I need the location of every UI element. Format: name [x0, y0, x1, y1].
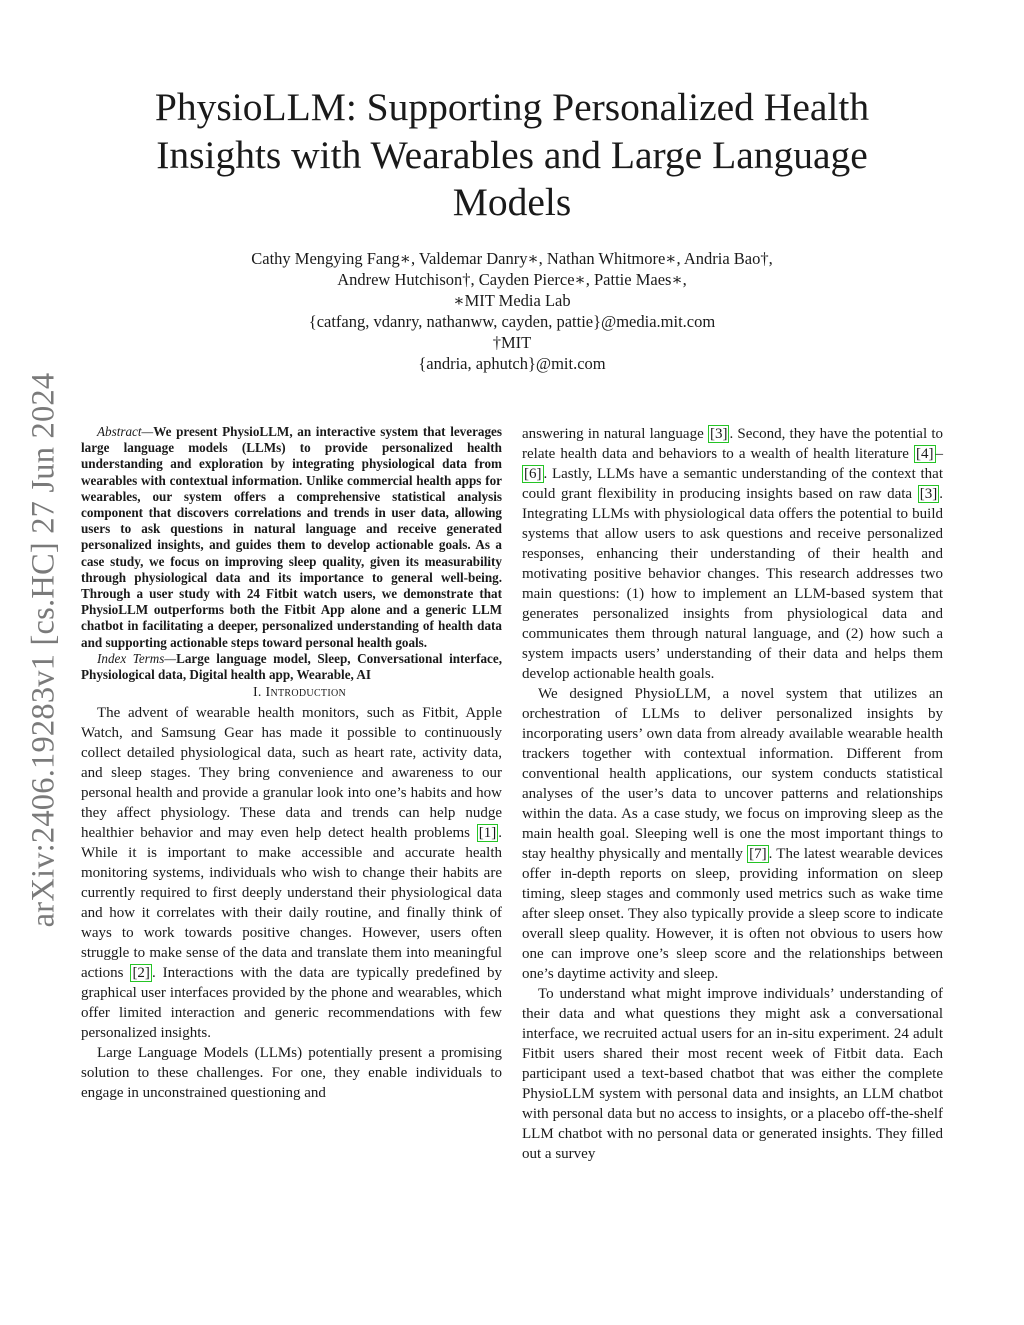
section-heading: [81, 683, 502, 703]
citation-link[interactable]: [6]: [524, 466, 542, 482]
citation-link[interactable]: [2]: [132, 965, 150, 982]
paragraph-text: . Integrating LLMs with physiological data offers the potential to build systems that allow users to ask questions and receive personalized responses, enhancing their understanding of their health and motivating positive behavior changes. This research addresses two main questions: (1) how to implement an LLM-based system that generates personalized insights from physiological data and communicates them through natural language, and (2) how such a system impacts users’ understanding of their data and helps them develop actionable health goals.: [522, 486, 943, 682]
paragraph-text: answering in natural language: [522, 426, 708, 442]
intro-paragraph-3: [522, 684, 943, 984]
author-line-2: Andrew Hutchison†, Cayden Pierce∗, Pattie Maes∗,: [337, 270, 687, 289]
affiliation-1: ∗MIT Media Lab: [453, 291, 571, 310]
email-1: {catfang, vdanry, nathanww, cayden, pattie}@media.mit.com: [308, 312, 716, 331]
email-2: {andria, aphutch}@mit.com: [418, 354, 606, 373]
index-terms-label: Index Terms—: [97, 650, 177, 666]
paragraph-text: –: [935, 446, 943, 462]
citation-link[interactable]: [3]: [919, 486, 938, 502]
paragraph-text: . The latest wearable devices offer in-depth reports on sleep, providing information on sleep timing, sleep stages and commonly used metrics such as wake time after sleep onset. They also typically provide a sleep score to indicate overall sleep quality. However, it is often not obvious to users how one can improve one’s sleep score and the relationships between one’s daytime activity and sleep.: [522, 846, 943, 982]
citation-link[interactable]: [3]: [709, 426, 728, 442]
paragraph-text: . Second, they have the potential to relate health data and behaviors to a wealth of health literature: [522, 426, 943, 462]
citation-link[interactable]: [1]: [478, 825, 497, 842]
paragraph-text: We designed PhysioLLM, a novel system that utilizes an orchestration of LLMs to deliver personalized insights by incorporating users’ own data from already available wearable health trackers together with contextual information. Different from conventional health applications, our system conducts statistical analyses of the user’s data to uncover patterns and relationships within the data. As a case study, we focus on improving sleep as the main health goal. Sleeping well is one the most important things to stay healthy physically and mentally: [522, 686, 943, 862]
arxiv-id-text: arXiv:2406.19283v1 [cs.HC] 27 Jun 2024: [25, 372, 62, 928]
abstract-text: We present PhysioLLM, an interactive system that leverages large language models (LLMs) to provide personalized health understanding and exploration by integrating physiological data from wearables with contextual information. Unlike commercial health apps for wearables, our system offers a comprehensive statistical analysis component that discovers correlations and trends in user data, allowing users to ask questions in natural language and receive generated personalized insights, and guides them to develop actionable goals. As a case study, we focus on improving sleep quality, given its measurability through physiological data and its importance to general well-being. Through a user study with 24 Fitbit watch users, we demonstrate that PhysioLLM outperforms both the Fitbit App alone and a generic LLM chatbot in facilitating a deeper, personalized understanding of health data and supporting actionable steps toward personal health goals.: [81, 424, 502, 650]
index-terms: [81, 651, 502, 683]
abstract-label: Abstract—: [97, 424, 154, 439]
intro-paragraph-2: Large Language Models (LLMs) potentially present a promising solution to these challenges. For one, they enable individuals to engage in unconstrained questioning and: [81, 1045, 502, 1102]
citation-link[interactable]: [4]: [916, 446, 934, 462]
abstract: [81, 424, 502, 651]
paragraph-text: . While it is important to make accessible and accurate health monitoring systems, individuals who wish to change their habits are currently required to first deeply understand their physiological data and how it correlates with their daily routine, and finally think of ways to work towards positive changes. However, users often struggle to make sense of the data and translate them into meaningful actions: [81, 825, 502, 982]
section-number: I.: [252, 685, 266, 701]
index-terms-text: Large language model, Sleep, Conversational interface, Physiological data, Digital health app, Wearable, AI: [81, 650, 502, 683]
intro-paragraph-1: [81, 703, 502, 1043]
paragraph-text: . Interactions with the data are typically predefined by graphical user interfaces provided by the phone and wearables, which offer limited interaction and generic recommendations with few personalized insights.: [81, 965, 502, 1042]
paper-title: PhysioLLM: Supporting Personalized Health Insights with Wearables and Large Language Models: [154, 85, 870, 224]
citation-link[interactable]: [7]: [749, 846, 767, 862]
author-block: [150, 248, 874, 374]
arxiv-identifier-stamp: [22, 350, 66, 950]
section-title: Introduction: [265, 685, 347, 701]
intro-paragraph-2-continued: [522, 424, 943, 684]
affiliation-2: †MIT: [492, 333, 532, 352]
right-column: [522, 424, 943, 1164]
paragraph-text: The advent of wearable health monitors, such as Fitbit, Apple Watch, and Samsung Gear has made it possible to continuously collect detailed physiological data, such as heart rate, activity data, and sleep stages. They bring convenience and awareness to our personal health and provide a granular look into one’s habits and how they affect physiology. These data and trends can help nudge healthier behavior and may even help detect health problems: [81, 705, 502, 842]
paragraph-text: . Lastly, LLMs have a semantic understanding of the context that could grant flexibility in producing insights based on raw data: [522, 466, 943, 502]
left-column: [81, 424, 502, 1103]
author-line-1: Cathy Mengying Fang∗, Valdemar Danry∗, Nathan Whitmore∗, Andria Bao†,: [251, 249, 773, 268]
intro-paragraph-4: To understand what might improve individuals’ understanding of their data and what questions they might ask a conversational interface, we recruited actual users for an in-situ experiment. 24 adult Fitbit users shared their most recent week of Fitbit data. Each participant used a text-based chatbot that was either the complete PhysioLLM system with personal data and insights, an LLM chatbot with personal data but no access to insights, or a placebo off-the-shelf LLM chatbot with no personal data or generated insights. They filled out a survey: [522, 986, 943, 1162]
